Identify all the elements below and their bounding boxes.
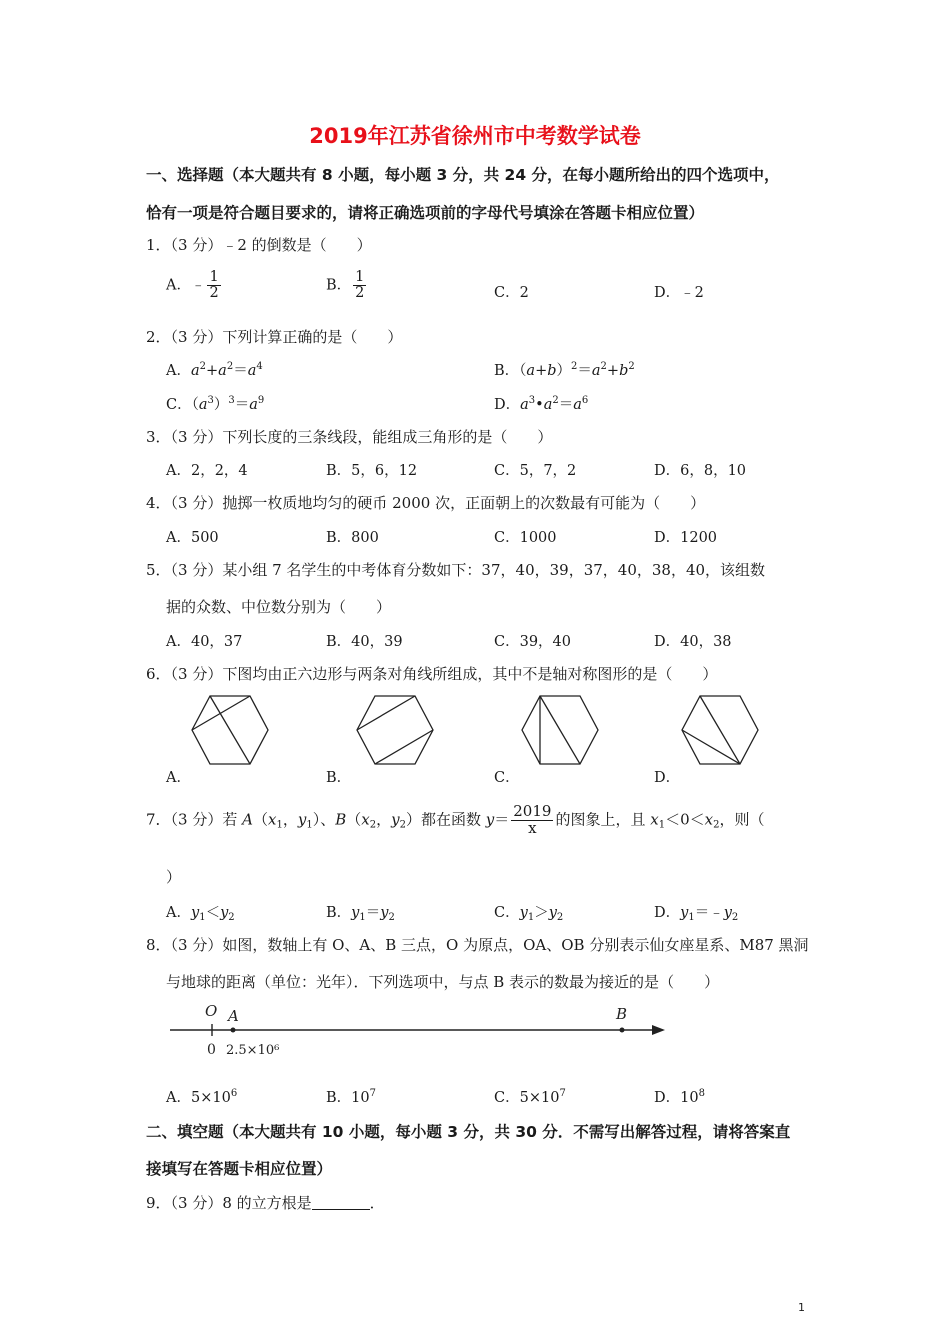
q2-c-label: C． (166, 397, 192, 413)
q8-option-a: A．$5\times 10^6$ (166, 1088, 238, 1106)
q3-stem: 3．（3 分）下列长度的三条线段，能组成三角形的是（ ） (146, 428, 553, 446)
q7-fraction-numerator: 2019 (513, 802, 552, 820)
q7-option-b: B．$y_1=y_2$ (326, 905, 395, 923)
q5-stem-line2: 据的众数、中位数分别为（ ） (166, 598, 392, 616)
q1-option-c: C．2 (494, 285, 529, 301)
q7-c-label: C． (494, 905, 520, 921)
axis-label-o: O (205, 1002, 218, 1020)
q1-option-a (166, 270, 223, 301)
q9-stem (146, 1192, 385, 1213)
q4-option-b: B．800 (326, 530, 379, 546)
q8-a-label: A． (166, 1090, 191, 1106)
q1-stem: 1．（3 分）﹣2 的倒数是（ ） (146, 236, 372, 254)
q8-stem-line1: 8．（3 分）如图，数轴上有 O、A、B 三点，O 为原点，OA、OB 分别表示仙女座星系、M87 黑洞 (146, 936, 809, 954)
section1-heading-line2: 恰有一项是符合题目要求的，请将正确选项前的字母代号填涂在答题卡相应位置） (146, 204, 705, 222)
q1-a-sign: ﹣ (190, 277, 206, 294)
q1-a-fraction (207, 270, 220, 301)
q1-option-b (326, 270, 368, 301)
q8-number-line (160, 1000, 680, 1062)
q6-hexagon-a (190, 694, 270, 766)
q9-text: 9．（3 分）8 的立方根是 (146, 1194, 312, 1212)
q5-option-d: D．40，38 (654, 634, 732, 650)
page-title: 2019年江苏省徐州市中考数学试卷 (309, 124, 641, 148)
q4-stem: 4．（3 分）抛掷一枚质地均匀的硬币 2000 次，正面朝上的次数最有可能为（ ） (146, 494, 706, 512)
section2-heading-line2: 接填写在答题卡相应位置） (146, 1160, 333, 1178)
axis-label-a: A (228, 1007, 239, 1025)
q7-option-d: D．$y_1=﹣y_2$ (654, 905, 739, 923)
q7-option-a: A．$y_1<y_2$ (166, 905, 235, 923)
q7-a-label: A． (166, 905, 191, 921)
q7-option-c: C．$y_1>y_2$ (494, 905, 564, 923)
q6-option-b: B． (326, 770, 352, 786)
q9-end: ． (369, 1194, 385, 1212)
q4-option-a: A．500 (166, 530, 219, 546)
q4-option-c: C．1000 (494, 530, 557, 546)
page-number: 1 (798, 1301, 805, 1314)
q4-option-d: D．1200 (654, 530, 718, 546)
q2-d-label: D． (494, 397, 521, 413)
q2-option-a: A．$a^2+a^2=a^4$ (166, 361, 263, 379)
q2-option-d: D．$a^3•a^2=a^6$ (494, 395, 589, 413)
q6-option-d: D． (654, 770, 681, 786)
q5-option-a: A．40，37 (166, 634, 243, 650)
q1-a-label: A． (166, 277, 191, 294)
q8-option-d: D．$10^8$ (654, 1088, 705, 1106)
q9-answer-blank[interactable] (312, 1195, 370, 1210)
q6-hexagon-b (355, 694, 435, 766)
q8-option-b: B．$10^7$ (326, 1088, 376, 1106)
q2-option-c: C．$(a^3)^3=a^9$ (166, 395, 265, 413)
q1-a-numerator: 1 (209, 269, 219, 285)
axis-tick-a-value: 2.5×10⁶ (226, 1043, 280, 1058)
q3-option-a: A．2，2，4 (166, 463, 248, 479)
q7-stem: 7．（3 分）若 $A(x_1$，$y_1$）、$B(x_2$，$y_2$）都在函数 y＝ $\frac{2019}{x}$ 的图象上，且 $x_1<0<x_2$，则（ (146, 802, 765, 837)
q1-a-denominator: 2 (209, 285, 219, 302)
q1-b-denominator: 2 (355, 285, 365, 302)
q7-fraction-denominator: x (528, 818, 537, 837)
q7-fraction (511, 804, 553, 837)
q3-option-b: B．5，6，12 (326, 463, 418, 479)
q3-option-c: C．5，7，2 (494, 463, 577, 479)
q8-c-label: C． (494, 1090, 520, 1106)
q6-option-c: C． (494, 770, 520, 786)
q2-option-b: B．$(a+b)^2=a^2+b^2$ (494, 361, 635, 379)
q1-b-label: B． (326, 277, 352, 294)
q8-d-label: D． (654, 1090, 681, 1106)
q2-a-label: A． (166, 363, 191, 379)
q1-option-d: D．﹣2 (654, 285, 704, 301)
q2-stem: 2．（3 分）下列计算正确的是（ ） (146, 328, 403, 346)
q5-option-c: C．39，40 (494, 634, 571, 650)
axis-tick-zero: 0 (207, 1042, 216, 1058)
q6-hexagon-d (680, 694, 760, 766)
q7-stem-cont: ） (166, 868, 182, 886)
axis-label-b: B (616, 1005, 628, 1023)
section1-heading-line1: 一、选择题（本大题共有 8 小题，每小题 3 分，共 24 分，在每小题所给出的四个选项中， (146, 166, 780, 184)
q3-option-d: D．6，8，10 (654, 463, 747, 479)
q7-b-label: B． (326, 905, 352, 921)
q8-stem-line2: 与地球的距离（单位：光年）．下列选项中，与点 B 表示的数最为接近的是（ ） (166, 973, 720, 991)
q1-b-numerator: 1 (355, 269, 365, 285)
q8-b-label: B． (326, 1090, 352, 1106)
section2-heading-line1: 二、填空题（本大题共有 10 小题，每小题 3 分，共 30 分．不需写出解答过程，请将答案直 (146, 1123, 791, 1141)
q7-d-label: D． (654, 905, 681, 921)
q6-option-a: A． (166, 770, 191, 786)
q5-option-b: B．40，39 (326, 634, 403, 650)
q6-stem: 6．（3 分）下图均由正六边形与两条对角线所组成，其中不是轴对称图形的是（ ） (146, 665, 718, 683)
q1-b-fraction (353, 270, 366, 301)
q2-b-label: B． (494, 363, 520, 379)
q5-stem-line1: 5．（3 分）某小组 7 名学生的中考体育分数如下：37，40，39，37，40，38，40，该组数 (146, 561, 766, 579)
q6-hexagon-c (520, 694, 600, 766)
q8-option-c: C．$5\times 10^7$ (494, 1088, 566, 1106)
q7-number: 7．（3 分）若 (146, 810, 243, 829)
